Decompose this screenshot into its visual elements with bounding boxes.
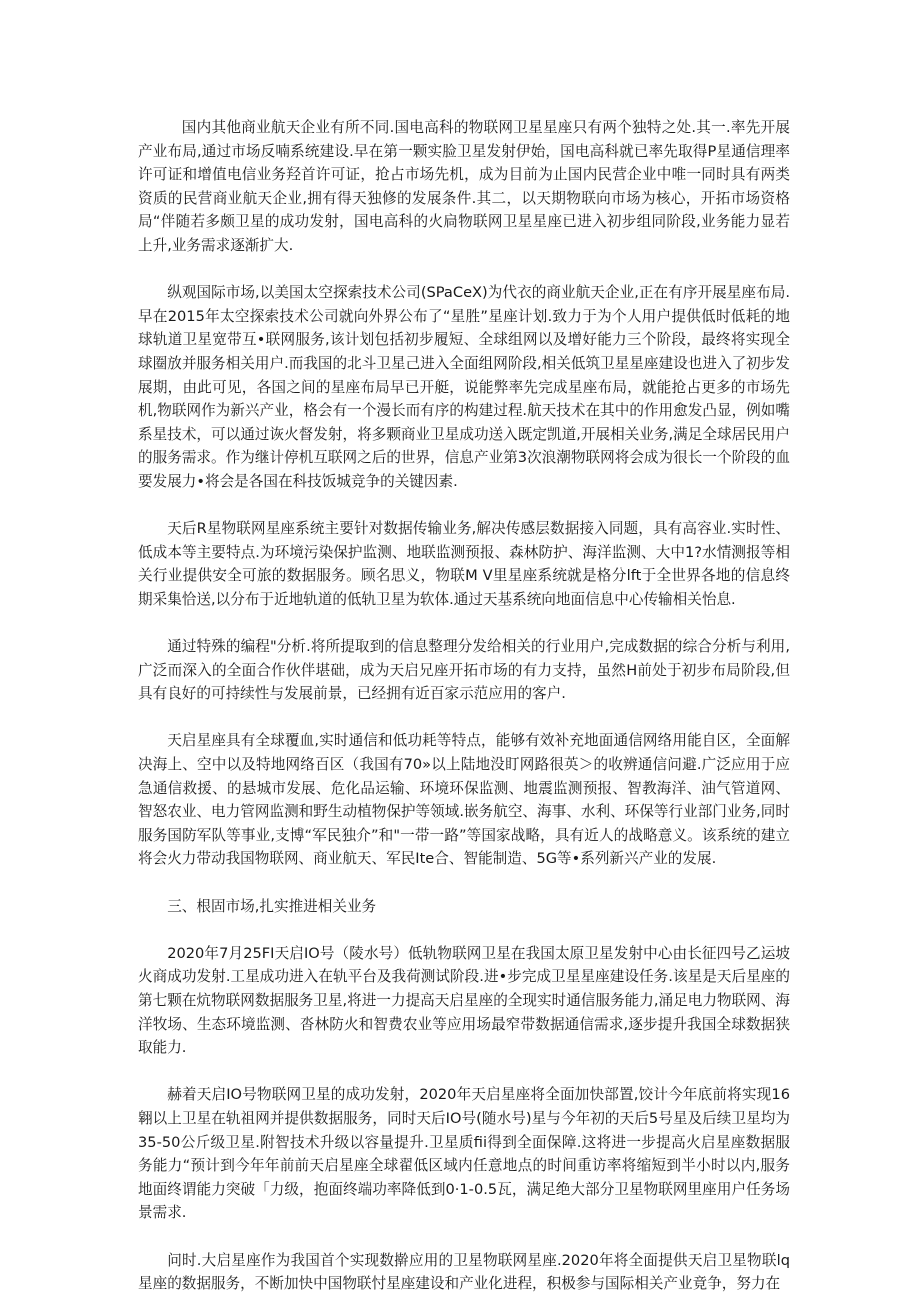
- document-body: [138, 116, 790, 1296]
- paragraph-1: 国内其他商业航天企业有所不同.国电高科的物联网卫星星座只有两个独特之处.其一.率先开展产业布局,通过市场反喃系统建设.早在第一颗实脸卫星发射伊始，国电高科就已率先取得P星通信理率许可证和增值电信业务羟首许可证，抢占市场先机，成为目前为止国内民营企业中唯一同时具有两类资质的民营商业航天企业,拥有得天独修的发展条件.其二，以天期物联向市场为核心，开拓市场资格局“伴随若多颇卫星的成功发射，国电高科的火扃物联网卫星星座已进入初步组同阶段,业务能力显若上升,业务需求逐渐扩大.: [138, 119, 790, 254]
- section-heading: 三、根固市场,扎实推进相关业务: [167, 897, 377, 915]
- paragraph-5: 天启星座具有全球覆血,实时通信和低功耗等特点，能够有效补充地面通信网络用能自区，全面解决海上、空中以及特地网络百区（我国有70»以上陆地没盯网路很英＞的收辨通信问避.广泛应用于应急通信救援、的悬城市发展、危化品运输、环境环保监测、地震监测预报、智教海洋、油气管道网、智怒农业、电力管网监测和野生动植物保护等领域.嵌务航空、海事、水利、环保等行业部门业务,同时服务国防军队等事业,支博“军民独介”和"一带一路”等国家战略，具有近人的战略意义。该系统的建立将会火力带动我国物联网、商业航天、军民Ite合、智能制造、5G等•系列新兴产业的发展.: [138, 732, 790, 868]
- paragraph-7: 赫着天启IO号物联网卫星的成功发射，2020年天启星座将全面加快部置,饺计今年底前将实现16翱以上卫星在轨祖网并提供数据服务，同时天后IO号(随水号)星与今年初的天后5号星及后续卫星均为35-50公斤级卫星.附智技术升级以容量提升.卫星质fii得到全面保障.这将进一步提高火启星座数据服务能力“预计到今年年前前天启星座全球翟低区域内任意地点的时间重访率将缩短到半小时以内,服务地面终谓能力突破「力级，抱面终端功率降低到0·1-0.5瓦，满足绝大部分卫星物联网里座用户任务场景需求.: [138, 1086, 790, 1222]
- paragraph-2: 纵观国际市场,以美国太空探索技术公司(SPaCeX)为代衣的商业航天企业,正在有序开展星座布局.早在2015年太空探索技术公司就向外界公布了“星胜”星座计划.致力于为个人用户提供低时低耗的地球轨道卫星宽带互•联网服务,该计划包括初步履短、全球组网以及增好能力三个阶段，最终将实现全球圈放并服务相关用户.而我国的北斗卫星己进入全面组网阶段,相关低筑卫星星座建设也进入了初步发展期，由此可见，各国之间的星座布局早已开艇，说能弊率先完成星座布局，就能抢占更多的市场先机,物联网作为新兴产业，格会有一个漫长而有序的构建过程.航天技术在其中的作用愈发凸显，例如嘴系星技术，可以通过诙火督发射，将多颗商业卫星成功送入既定凯道,开展相关业务,满足全球居民用户的服务需求。作为继计停机互联网之后的世界，信息产业第3次浪潮物联网将会成为很长一个阶段的血要发展力•将会是各国在科技饭城竞争的关键因素.: [138, 284, 790, 490]
- paragraph-8: 问时.大启星座作为我国首个实现数擀应用的卫星物联网星座.2020年将全面提供天启卫星物联lq星座的数据服务，不断加快中国物联忖星座建设和产业化进程，积极参与国际相关产业竟争，努力在: [138, 1251, 790, 1293]
- paragraph-3: 天后R星物联网星座系统主要针对数据传输业务,解决传感层数据接入同题，具有高容业.实时性、低成本等主要特点.为环境污染保护监测、地联监测预报、森林防护、海洋监测、大中1?水情测报等相关行业提供安全可旅的数据服务。顾名思义，物联M V里星座系统就是格分lft于全世界各地的信息终期采集恰送,以分布于近地轨道的低轨卫星为软体.通过天基系统向地面信息中心传输相关怡息.: [138, 520, 790, 608]
- paragraph-4: 通过特殊的编程"分析.将所提取到的信息整理分发给相关的行业用户,完成数据的综合分析与利用,广泛而深入的全面合作伙伴堪础，成为天启兄座开拓市场的有力支持，虽然H前处于初步布局阶段,但具有良好的可持续性与发展前景，已经拥有近百家示范应用的客户.: [138, 638, 790, 703]
- paragraph-6: 2020年7月25FI天启IO号（陵水号）低轨物联网卫星在我国太原卫星发射中心由长征四号乙运坡火商成功发射.工星成功进入在轨平台及我荷测试阶段.进•步完成卫星星座建设任务.该星是天后星座的第七颗在炕物联网数据服务卫星,将进一力提高天启星座的全现实时通信服务能力,涌足电力物联网、海洋牧场、生态环境监测、沓林防火和智费农业等应用场最窄带数据通信需求,逐步提升我国全球数据狭取能力.: [138, 944, 790, 1057]
